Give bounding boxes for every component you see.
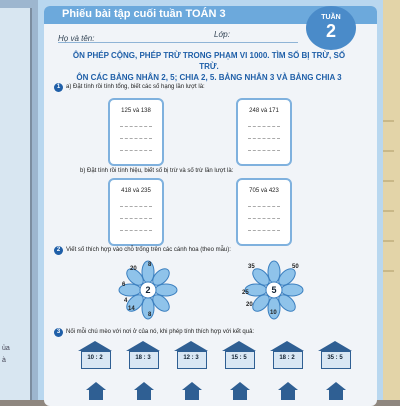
exercise-1a-instruction: a) Đặt tính rồi tính tổng, biết các số hạng lần lượt là: — [66, 84, 205, 90]
cat-icon-3[interactable] — [182, 382, 202, 400]
week-badge — [306, 6, 356, 50]
exercise-2-instruction: Viết số thích hợp vào chỗ trống trên các cánh hoa (theo mẫu): — [66, 247, 231, 253]
flower-1-num-4: 4 — [124, 298, 128, 304]
calc-box-a1[interactable] — [108, 98, 164, 166]
house-5[interactable] — [270, 341, 304, 369]
house-3[interactable] — [174, 341, 208, 369]
exercise-2-number: 2 — [54, 246, 63, 255]
calc-box-a1-label: 125 và 138 — [121, 108, 151, 114]
lesson-title-line2: ÔN CÁC BẢNG NHÂN 2, 5; CHIA 2, 5. BẢNG NHÂN 3 VÀ BẢNG CHIA 3 — [76, 73, 342, 82]
flower-1-num-3: 6 — [122, 282, 126, 288]
house-6-expression: 35 : 5 — [327, 355, 343, 361]
house-1-expression: 10 : 2 — [87, 355, 103, 361]
worksheet — [44, 6, 377, 406]
calc-box-b1-label: 418 và 235 — [121, 188, 151, 194]
worksheet-title: Phiếu bài tập cuối tuần TOÁN 3 — [62, 8, 226, 20]
left-page — [0, 0, 42, 400]
house-1[interactable] — [78, 341, 112, 369]
house-4[interactable] — [222, 341, 256, 369]
cat-icon-6[interactable] — [326, 382, 346, 400]
exercise-1-number: 1 — [54, 83, 63, 92]
exercise-3-number: 3 — [54, 328, 63, 337]
exercise-3-instruction: Nối mỗi chú mèo với nơi ở của nó, khi phép tính thích hợp với kết quả: — [66, 329, 255, 335]
flower-2-num-3: 25 — [242, 290, 249, 296]
name-field[interactable] — [58, 28, 298, 43]
house-2[interactable] — [126, 341, 160, 369]
flower-2-num-5: 10 — [270, 310, 277, 316]
week-label: TUẦN — [321, 14, 341, 21]
calc-box-a2[interactable] — [236, 98, 292, 166]
left-page-text-2: à — [2, 357, 6, 364]
house-3-expression: 12 : 3 — [183, 355, 199, 361]
class-label: Lớp: — [214, 30, 230, 39]
house-4-expression: 15 : 5 — [231, 355, 247, 361]
cat-icon-1[interactable] — [86, 382, 106, 400]
cat-icon-4[interactable] — [230, 382, 250, 400]
left-page-text-1: ủa — [2, 345, 10, 352]
flower-1-num-6: 8 — [148, 312, 152, 318]
flower-1-num-2: 8 — [148, 262, 152, 268]
cat-icon-5[interactable] — [278, 382, 298, 400]
cat-icon-2[interactable] — [134, 382, 154, 400]
calc-box-b2-label: 705 và 423 — [249, 188, 279, 194]
left-sheet — [0, 8, 32, 400]
flower-2-center: 5 — [271, 285, 277, 295]
lesson-title — [64, 50, 354, 83]
worksheet-page — [38, 0, 383, 400]
week-number: 2 — [325, 21, 336, 41]
calc-box-a2-label: 248 và 171 — [249, 108, 279, 114]
calc-box-b1[interactable] — [108, 178, 164, 246]
flower-2-num-1: 35 — [248, 264, 255, 270]
name-label: Họ và tên: — [58, 34, 95, 43]
flower-2-num-2: 50 — [292, 264, 299, 270]
house-5-expression: 18 : 2 — [279, 355, 295, 361]
house-2-expression: 18 : 3 — [135, 355, 151, 361]
house-6[interactable] — [318, 341, 352, 369]
exercise-1b-instruction: b) Đặt tính rồi tính hiệu, biết số bị trừ và số trừ lần lượt là: — [80, 168, 234, 174]
flower-2-num-4: 20 — [246, 302, 253, 308]
flower-1-num-5: 14 — [128, 306, 135, 312]
lesson-title-line1: ÔN PHÉP CỘNG, PHÉP TRỪ TRONG PHẠM VI 1000. TÌM SỐ BỊ TRỪ, SỐ TRỪ. — [72, 51, 346, 71]
calc-box-b2[interactable] — [236, 178, 292, 246]
flower-1-num-1: 20 — [130, 266, 137, 272]
flower-1-center: 2 — [145, 285, 151, 295]
